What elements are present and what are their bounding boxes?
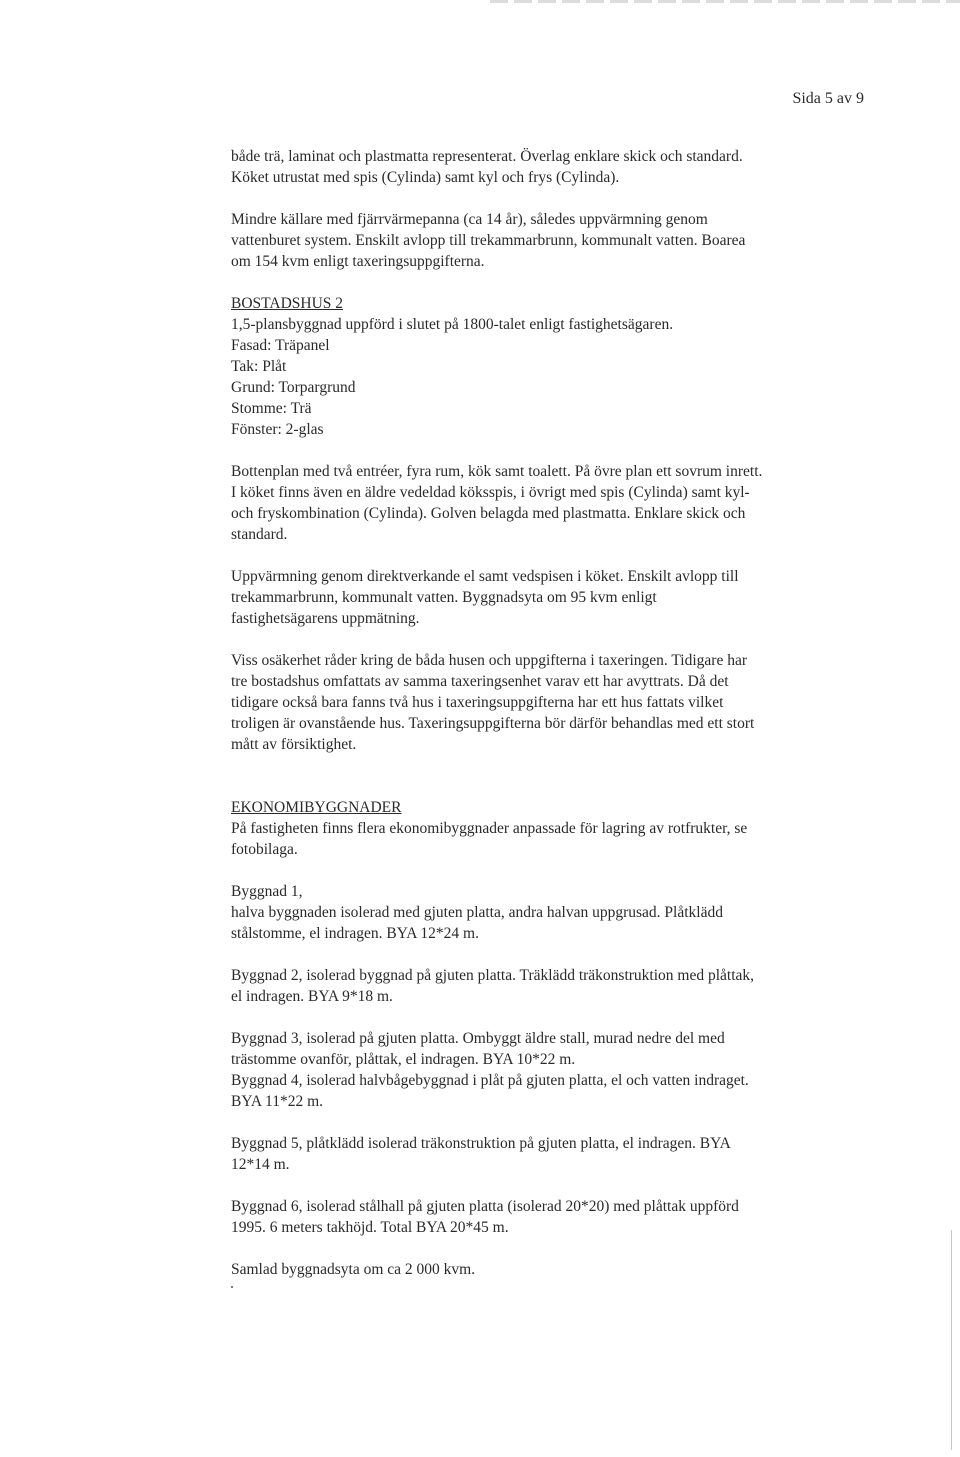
text-line: trekammarbrunn, kommunalt vatten. Byggnadsyta om 95 kvm enligt <box>231 589 657 606</box>
scan-artifact-dot <box>231 1286 233 1288</box>
section-heading: EKONOMIBYGGNADER <box>231 799 402 816</box>
document-body <box>231 146 871 1280</box>
text-line: Byggnad 3, isolerad på gjuten platta. Ombyggt äldre stall, murad nedre del med <box>231 1030 725 1047</box>
page-number: Sida 5 av 9 <box>792 90 864 107</box>
text-line: Viss osäkerhet råder kring de båda husen och uppgifterna i taxeringen. Tidigare har <box>231 652 748 669</box>
paragraph-uncertainty <box>231 650 871 755</box>
text-line: Samlad byggnadsyta om ca 2 000 kvm. <box>231 1261 476 1278</box>
text-line: och fryskombination (Cylinda). Golven belagda med plastmatta. Enklare skick och <box>231 505 746 522</box>
paragraph-byggnad-2 <box>231 965 871 1007</box>
text-line: fotobilaga. <box>231 841 298 858</box>
text-line: I köket finns även en äldre vedeldad köksspis, i övrigt med spis (Cylinda) samt kyl- <box>231 484 750 501</box>
text-line: mått av försiktighet. <box>231 736 357 753</box>
text-line: Grund: Torpargrund <box>231 379 356 396</box>
text-line: om 154 kvm enligt taxeringsuppgifterna. <box>231 253 485 270</box>
text-line: Stomme: Trä <box>231 400 312 417</box>
text-line: Byggnad 4, isolerad halvbågebyggnad i plåt på gjuten platta, el och vatten indraget. <box>231 1072 749 1089</box>
text-line: Fasad: Träpanel <box>231 337 330 354</box>
text-line: Tak: Plåt <box>231 358 287 375</box>
text-line: både trä, laminat och plastmatta representerat. Överlag enklare skick och standard. <box>231 148 743 165</box>
scan-edge-line <box>951 1230 952 1450</box>
scan-top-edge <box>490 0 960 3</box>
text-line: Mindre källare med fjärrvärmepanna (ca 14 år), således uppvärmning genom <box>231 211 708 228</box>
text-line: Uppvärmning genom direktverkande el samt vedspisen i köket. Enskilt avlopp till <box>231 568 739 585</box>
text-line: 1,5-plansbyggnad uppförd i slutet på 1800-talet enligt fastighetsägaren. <box>231 316 674 333</box>
text-line: tidigare också bara fanns två hus i taxeringsuppgifterna har ett hus fattats vilket <box>231 694 724 711</box>
paragraph-byggnad-1 <box>231 881 871 944</box>
text-line: Köket utrustat med spis (Cylinda) samt kyl och frys (Cylinda). <box>231 169 620 186</box>
paragraph-layout <box>231 461 871 545</box>
text-line: tre bostadshus omfattats av samma taxeringsenhet varav ett har avyttrats. Då det <box>231 673 729 690</box>
text-line: troligen är ovanstående hus. Taxeringsuppgifterna bör därför behandlas med ett stort <box>231 715 755 732</box>
text-line: halva byggnaden isolerad med gjuten platta, andra halvan uppgrusad. Plåtklädd <box>231 904 723 921</box>
text-line: stålstomme, el indragen. BYA 12*24 m. <box>231 925 479 942</box>
paragraph-byggnad-5 <box>231 1133 871 1175</box>
text-line: 12*14 m. <box>231 1156 290 1173</box>
text-line: Bottenplan med två entréer, fyra rum, kök samt toalett. På övre plan ett sovrum inrett. <box>231 463 763 480</box>
section-heading: BOSTADSHUS 2 <box>231 295 344 312</box>
paragraph-byggnad-3-4 <box>231 1028 871 1112</box>
section-bostadshus-2 <box>231 293 871 440</box>
text-line: el indragen. BYA 9*18 m. <box>231 988 393 1005</box>
paragraph-summary <box>231 1259 871 1280</box>
text-line: Byggnad 2, isolerad byggnad på gjuten platta. Träklädd träkonstruktion med plåttak, <box>231 967 755 984</box>
paragraph-byggnad-6 <box>231 1196 871 1238</box>
paragraph-heating <box>231 209 871 272</box>
section-ekonomibyggnader <box>231 797 871 860</box>
text-line: trästomme ovanför, plåttak, el indragen. BYA 10*22 m. <box>231 1051 576 1068</box>
text-line: vattenburet system. Enskilt avlopp till trekammarbrunn, kommunalt vatten. Boarea <box>231 232 746 249</box>
text-line: BYA 11*22 m. <box>231 1093 324 1110</box>
text-line: 1995. 6 meters takhöjd. Total BYA 20*45 m. <box>231 1219 509 1236</box>
text-line: På fastigheten finns flera ekonomibyggnader anpassade för lagring av rotfrukter, se <box>231 820 748 837</box>
text-line: standard. <box>231 526 288 543</box>
text-line: fastighetsägarens uppmätning. <box>231 610 420 627</box>
paragraph-heating-2 <box>231 566 871 629</box>
text-line: Byggnad 1, <box>231 883 303 900</box>
paragraph-interior <box>231 146 871 188</box>
text-line: Byggnad 5, plåtklädd isolerad träkonstruktion på gjuten platta, el indragen. BYA <box>231 1135 731 1152</box>
text-line: Byggnad 6, isolerad stålhall på gjuten platta (isolerad 20*20) med plåttak uppförd <box>231 1198 739 1215</box>
text-line: Fönster: 2-glas <box>231 421 324 438</box>
